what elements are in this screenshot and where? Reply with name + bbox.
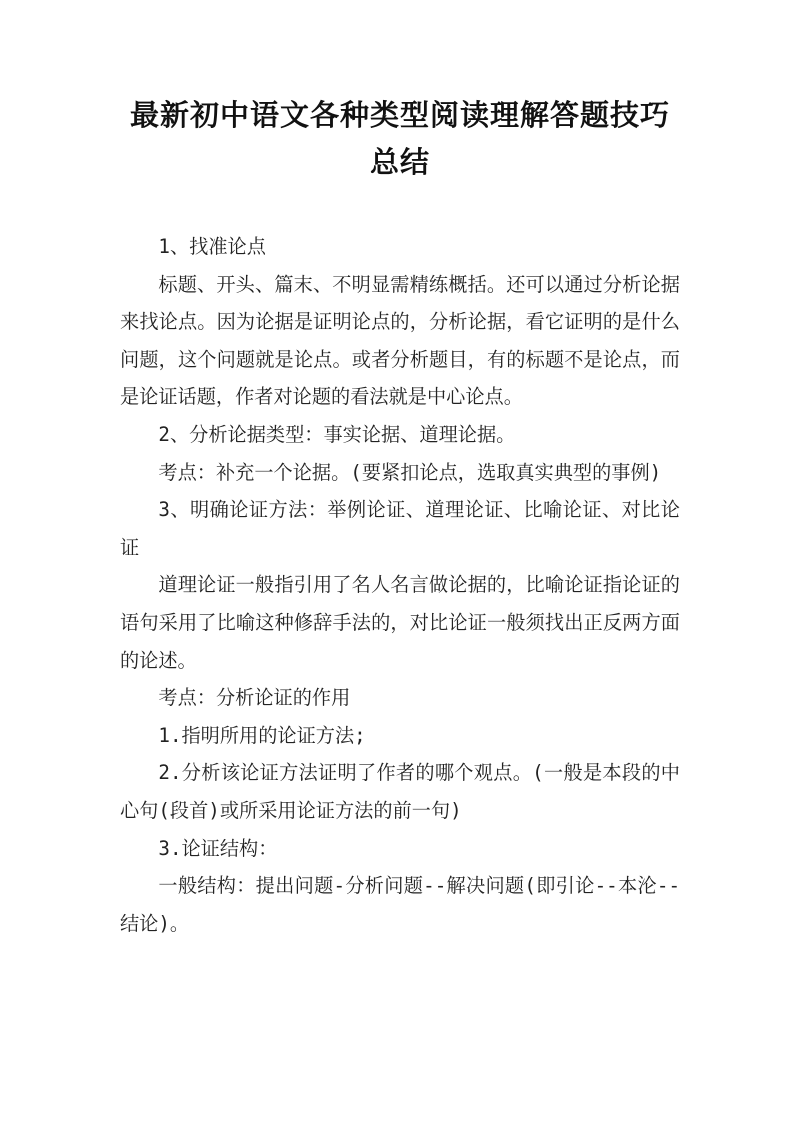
paragraph-general-structure: 一般结构：提出问题-分析问题--解决问题(即引论--本沦--结论)。 [120, 874, 680, 935]
list-item-1: 1.指明所用的论证方法; [158, 723, 366, 747]
title-line-2: 总结 [369, 145, 430, 179]
list-item-3: 3.论证结构： [158, 836, 278, 860]
paragraph-find-thesis-method: 标题、开头、篇末、不明显需精练概括。还可以通过分析论据来找论点。因为论据是证明论点的，分析论据，看它证明的是什么问题，这个问题就是论点。或者分析题目，有的标题不是论点，而是论证话题，作者对论题的看法就是中心论点。 [120, 272, 680, 409]
section-heading-evidence-types: 2、分析论据类型：事实论据、道理论据。 [158, 422, 516, 446]
section-heading-find-thesis: 1、找准论点 [158, 235, 266, 258]
list-item-2: 2.分析该论证方法证明了作者的哪个观点。(一般是本段的中心句(段首)或所采用论证方法的前一句) [120, 761, 680, 822]
title-line-1: 最新初中语文各种类型阅读理解答题技巧 [129, 98, 670, 132]
paragraph-exam-point-evidence: 考点：补充一个论据。(要紧扣论点，选取真实典型的事例) [158, 460, 662, 484]
document-title [120, 92, 680, 186]
paragraph-argument-methods-explained: 道理论证一般指引用了名人名言做论据的，比喻论证指论证的语句采用了比喻这种修辞手法的，对比论证一般须找出正反两方面的论述。 [120, 573, 680, 672]
paragraph-exam-point-argument-function: 考点：分析论证的作用 [158, 686, 351, 710]
document-body [120, 228, 680, 942]
section-heading-argument-methods: 3、明确论证方法：举例论证、道理论证、比喻论证、对比论证 [120, 498, 680, 559]
